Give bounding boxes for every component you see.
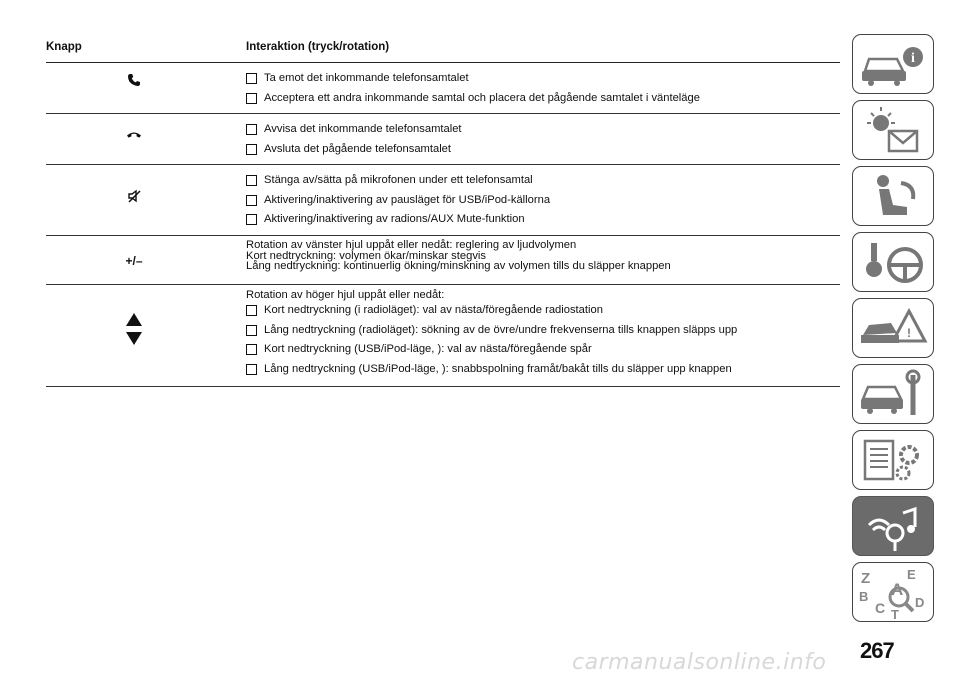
text-line: Kort nedtryckning: volymen ökar/minskar stegvis: [246, 249, 487, 262]
checkbox-bullet-icon: [246, 325, 257, 336]
multimedia-music-navigation-icon: [853, 497, 935, 557]
tab-emergency[interactable]: [852, 298, 934, 358]
list-item: Lång nedtryckning (radioläget): sökning av de övre/undre frekvenserna tills knappen släpps upp: [246, 321, 840, 341]
index-letter: D: [915, 595, 925, 610]
tab-warning-lights[interactable]: [852, 100, 934, 160]
phone-hangup-icon: [46, 126, 222, 144]
checkbox-bullet-icon: [246, 214, 257, 225]
list-item: Aktivering/inaktivering av radions/AUX Mute-funktion: [246, 210, 840, 230]
index-letter: E: [907, 567, 916, 582]
tab-technical-data[interactable]: [852, 430, 934, 490]
svg-text:!: !: [907, 326, 911, 340]
checkbox-bullet-icon: [246, 364, 257, 375]
text-line: Rotation av vänster hjul uppåt eller nedåt: reglering av ljudvolymen: [246, 239, 577, 251]
table-row: [46, 114, 840, 165]
phone-answer-icon: [46, 73, 222, 92]
up-down-arrows-icon: [46, 312, 222, 351]
document-gear-icon: [853, 431, 935, 491]
mute-icon: [46, 189, 222, 208]
list-item: Ta emot det inkommande telefonsamtalet: [246, 69, 840, 89]
index-letter: C: [875, 600, 886, 616]
list-item: Stänga av/sätta på mikrofonen under ett telefonsamtal: [246, 171, 840, 191]
tab-index[interactable]: [852, 562, 934, 622]
svg-text:i: i: [911, 51, 915, 66]
list-item: Avvisa det inkommande telefonsamtalet: [246, 120, 840, 140]
index-letter: Z: [861, 570, 871, 587]
text-line: Lång nedtryckning: kontinuerlig ökning/minskning av volymen tills du släpper knappen: [246, 260, 671, 272]
accident-warning-icon: [853, 299, 935, 359]
checkbox-bullet-icon: [246, 344, 257, 355]
list-item: Avsluta det pågående telefonsamtalet: [246, 140, 840, 160]
checkbox-bullet-icon: [246, 175, 257, 186]
table-row: [46, 165, 840, 236]
checkbox-bullet-icon: [246, 195, 257, 206]
list-item: Kort nedtryckning (i radioläget): val av nästa/föregående radiostation: [246, 301, 840, 321]
warning-light-envelope-icon: [853, 101, 935, 161]
table-header: [46, 36, 840, 63]
checkbox-bullet-icon: [246, 124, 257, 135]
tab-safety[interactable]: [852, 166, 934, 226]
tab-car-info[interactable]: [852, 34, 934, 94]
header-knapp: Knapp: [46, 41, 82, 53]
table-row: [46, 236, 840, 285]
index-letter: B: [859, 589, 869, 604]
watermark: carmanualsonline.info: [572, 650, 827, 675]
page-number: 267: [860, 638, 894, 663]
controls-table: [46, 36, 840, 387]
index-letter: A: [891, 580, 904, 599]
checkbox-bullet-icon: [246, 73, 257, 84]
list-item: Kort nedtryckning (USB/iPod-läge, ): val av nästa/föregående spår: [246, 340, 840, 360]
key-steering-wheel-icon: [853, 233, 935, 293]
checkbox-bullet-icon: [246, 305, 257, 316]
car-wrench-icon: [853, 365, 935, 425]
list-item: Aktivering/inaktivering av pausläget för USB/iPod-källorna: [246, 191, 840, 211]
alphabetical-index-icon: [853, 563, 935, 623]
text-line: Rotation av höger hjul uppåt eller nedåt:: [246, 289, 445, 301]
volume-key-label: +/–: [125, 254, 143, 268]
header-interaktion: Interaktion (tryck/rotation): [246, 41, 390, 53]
list-item: Acceptera ett andra inkommande samtal och placera det pågående samtalet i vänteläge: [246, 89, 840, 109]
checkbox-bullet-icon: [246, 144, 257, 155]
table-row: [46, 285, 840, 387]
index-letter: T: [891, 607, 899, 622]
table-row: [46, 63, 840, 114]
seat-airbag-icon: [853, 167, 935, 227]
tab-multimedia[interactable]: [852, 496, 934, 556]
tab-starting-driving[interactable]: [852, 232, 934, 292]
car-info-icon: [853, 35, 935, 95]
tab-maintenance[interactable]: [852, 364, 934, 424]
checkbox-bullet-icon: [246, 93, 257, 104]
list-item: Lång nedtryckning (USB/iPod-läge, ): snabbspolning framåt/bakåt tills du släpper upp knappen: [246, 360, 840, 380]
